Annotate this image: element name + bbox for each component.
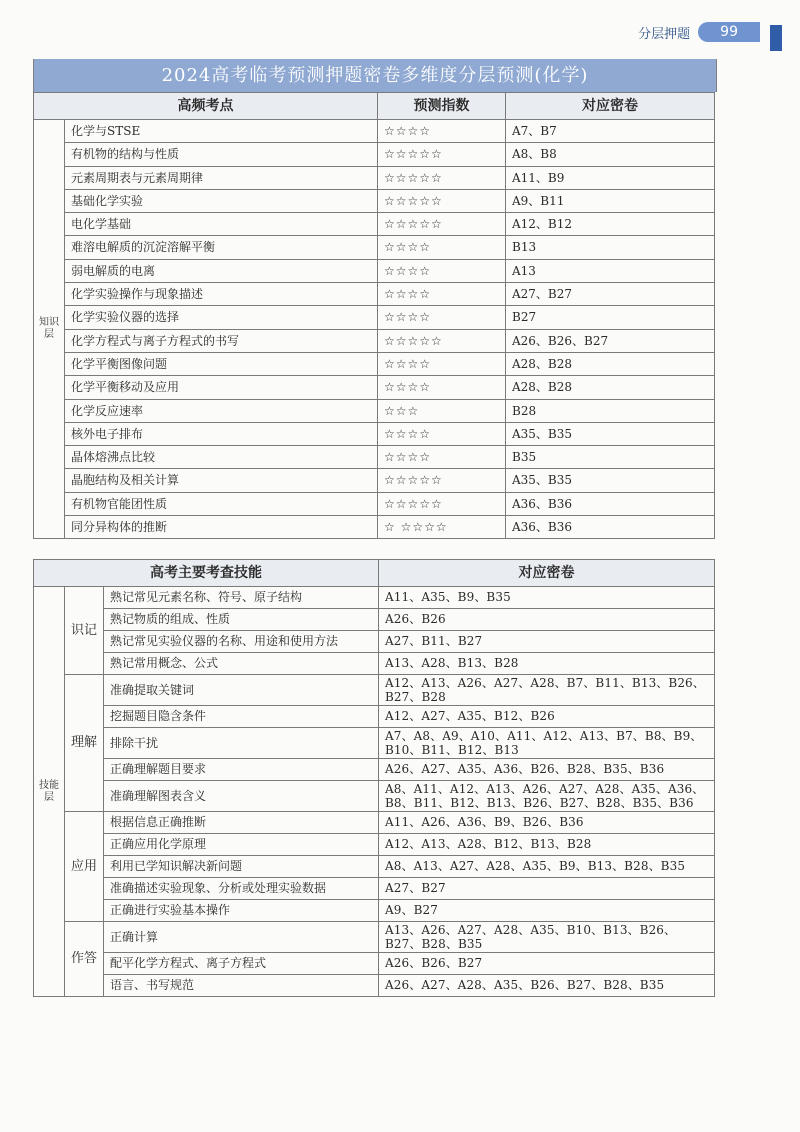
topic-cell: 有机物的结构与性质 xyxy=(65,143,378,166)
stars-cell: ☆☆☆☆ xyxy=(378,306,506,329)
stars-cell: ☆☆☆☆ xyxy=(378,422,506,445)
skill-cell: 挖掘题目隐含条件 xyxy=(104,706,379,728)
skill-row xyxy=(34,653,715,675)
topic-cell: 有机物官能团性质 xyxy=(65,492,378,515)
topic-cell: 电化学基础 xyxy=(65,213,378,236)
skill-cell: 根据信息正确推断 xyxy=(104,812,379,834)
topic-cell: 元素周期表与元素周期律 xyxy=(65,166,378,189)
stars-cell: ☆☆☆☆☆ xyxy=(378,189,506,212)
skill-row xyxy=(34,609,715,631)
skill-row xyxy=(34,900,715,922)
stars-cell: ☆☆☆☆ xyxy=(378,352,506,375)
skills-table xyxy=(33,559,715,997)
papers-cell: A28、B28 xyxy=(506,352,715,375)
papers-cell: A36、B36 xyxy=(506,516,715,539)
stars-cell: ☆☆☆☆ xyxy=(378,120,506,143)
header-tab-marker xyxy=(770,25,782,51)
skill-papers-cell: A11、A26、A36、B9、B26、B36 xyxy=(379,812,715,834)
skill-cell: 熟记常见元素名称、符号、原子结构 xyxy=(104,587,379,609)
skill-cell: 语言、书写规范 xyxy=(104,975,379,997)
knowledge-row xyxy=(34,143,715,166)
knowledge-row xyxy=(34,213,715,236)
papers-cell: B13 xyxy=(506,236,715,259)
knowledge-row xyxy=(34,469,715,492)
skill-row xyxy=(34,781,715,812)
skill-papers-cell: A26、A27、A28、A35、B26、B27、B28、B35 xyxy=(379,975,715,997)
skill-row xyxy=(34,728,715,759)
skill-cell: 准确理解图表含义 xyxy=(104,781,379,812)
skill-papers-cell: A26、B26、B27 xyxy=(379,953,715,975)
knowledge-row xyxy=(34,236,715,259)
skill-cell: 熟记常见实验仪器的名称、用途和使用方法 xyxy=(104,631,379,653)
skill-cell: 配平化学方程式、离子方程式 xyxy=(104,953,379,975)
papers-cell: A7、B7 xyxy=(506,120,715,143)
knowledge-row xyxy=(34,189,715,212)
stars-cell: ☆☆☆☆☆ xyxy=(378,213,506,236)
papers-cell: B35 xyxy=(506,446,715,469)
skill-cell: 排除干扰 xyxy=(104,728,379,759)
stars-cell: ☆☆☆☆ xyxy=(378,259,506,282)
knowledge-row xyxy=(34,422,715,445)
col-skill-header: 高考主要考查技能 xyxy=(34,560,379,587)
col-papers-header: 对应密卷 xyxy=(506,93,715,120)
knowledge-row xyxy=(34,399,715,422)
skill-papers-cell: A12、A27、A35、B12、B26 xyxy=(379,706,715,728)
stars-cell: ☆☆☆☆ xyxy=(378,283,506,306)
skill-group-label: 理解 xyxy=(65,675,104,812)
papers-cell: A35、B35 xyxy=(506,422,715,445)
topic-cell: 晶体熔沸点比较 xyxy=(65,446,378,469)
skill-cell: 熟记常用概念、公式 xyxy=(104,653,379,675)
skill-papers-cell: A7、A8、A9、A10、A11、A12、A13、B7、B8、B9、B10、B11、B12、B13 xyxy=(379,728,715,759)
knowledge-row xyxy=(34,329,715,352)
skill-cell: 熟记物质的组成、性质 xyxy=(104,609,379,631)
skill-row xyxy=(34,878,715,900)
col-index-header: 预测指数 xyxy=(378,93,506,120)
knowledge-row xyxy=(34,259,715,282)
col-skill-papers-header: 对应密卷 xyxy=(379,560,715,587)
topic-cell: 化学反应速率 xyxy=(65,399,378,422)
knowledge-row xyxy=(34,352,715,375)
skill-papers-cell: A9、B27 xyxy=(379,900,715,922)
skill-papers-cell: A27、B27 xyxy=(379,878,715,900)
stars-cell: ☆☆☆☆ xyxy=(378,446,506,469)
skill-group-label: 识记 xyxy=(65,587,104,675)
table-title: 2024高考临考预测押题密卷多维度分层预测(化学) xyxy=(33,59,717,92)
topic-cell: 化学平衡图像问题 xyxy=(65,352,378,375)
papers-cell: A11、B9 xyxy=(506,166,715,189)
skill-cell: 准确描述实验现象、分析或处理实验数据 xyxy=(104,878,379,900)
skill-row xyxy=(34,922,715,953)
page-header xyxy=(638,22,760,42)
skill-cell: 正确理解题目要求 xyxy=(104,759,379,781)
stars-cell: ☆☆☆☆☆ xyxy=(378,469,506,492)
knowledge-row xyxy=(34,492,715,515)
skills-header-row xyxy=(34,560,715,587)
knowledge-row xyxy=(34,516,715,539)
col-topic-header: 高频考点 xyxy=(34,93,378,120)
skill-row xyxy=(34,856,715,878)
skill-cell: 正确计算 xyxy=(104,922,379,953)
knowledge-row xyxy=(34,120,715,143)
skill-row xyxy=(34,706,715,728)
papers-cell: A12、B12 xyxy=(506,213,715,236)
topic-cell: 化学平衡移动及应用 xyxy=(65,376,378,399)
stars-cell: ☆☆☆☆ xyxy=(378,236,506,259)
papers-cell: A28、B28 xyxy=(506,376,715,399)
section-label: 分层押题 xyxy=(638,26,691,42)
papers-cell: A8、B8 xyxy=(506,143,715,166)
topic-cell: 基础化学实验 xyxy=(65,189,378,212)
stars-cell: ☆☆☆☆☆ xyxy=(378,143,506,166)
skill-row xyxy=(34,834,715,856)
skill-cell: 正确应用化学原理 xyxy=(104,834,379,856)
topic-cell: 核外电子排布 xyxy=(65,422,378,445)
skill-cell: 利用已学知识解决新问题 xyxy=(104,856,379,878)
knowledge-row xyxy=(34,446,715,469)
topic-cell: 难溶电解质的沉淀溶解平衡 xyxy=(65,236,378,259)
topic-cell: 化学与STSE xyxy=(65,120,378,143)
skill-papers-cell: A11、A35、B9、B35 xyxy=(379,587,715,609)
papers-cell: A36、B36 xyxy=(506,492,715,515)
knowledge-table xyxy=(33,92,715,539)
skill-row xyxy=(34,812,715,834)
skill-cell: 准确提取关键词 xyxy=(104,675,379,706)
skill-papers-cell: A26、A27、A35、A36、B26、B28、B35、B36 xyxy=(379,759,715,781)
papers-cell: A9、B11 xyxy=(506,189,715,212)
knowledge-row xyxy=(34,166,715,189)
papers-cell: B27 xyxy=(506,306,715,329)
skill-row xyxy=(34,953,715,975)
papers-cell: A35、B35 xyxy=(506,469,715,492)
skill-row xyxy=(34,975,715,997)
topic-cell: 弱电解质的电离 xyxy=(65,259,378,282)
papers-cell: B28 xyxy=(506,399,715,422)
skill-row xyxy=(34,675,715,706)
skill-row xyxy=(34,759,715,781)
topic-cell: 化学实验操作与现象描述 xyxy=(65,283,378,306)
topic-cell: 晶胞结构及相关计算 xyxy=(65,469,378,492)
stars-cell: ☆☆☆☆☆ xyxy=(378,166,506,189)
skill-papers-cell: A8、A13、A27、A28、A35、B9、B13、B28、B35 xyxy=(379,856,715,878)
topic-cell: 同分异构体的推断 xyxy=(65,516,378,539)
papers-cell: A27、B27 xyxy=(506,283,715,306)
skill-papers-cell: A13、A28、B13、B28 xyxy=(379,653,715,675)
papers-cell: A26、B26、B27 xyxy=(506,329,715,352)
skills-layer-label: 技能层 xyxy=(34,587,65,997)
stars-cell: ☆☆☆☆☆ xyxy=(378,329,506,352)
knowledge-header-row xyxy=(34,93,715,120)
skill-row xyxy=(34,631,715,653)
knowledge-layer-label: 知识层 xyxy=(34,120,65,539)
stars-cell: ☆☆☆ xyxy=(378,399,506,422)
page-number: 99 xyxy=(698,22,760,42)
topic-cell: 化学实验仪器的选择 xyxy=(65,306,378,329)
skill-cell: 正确进行实验基本操作 xyxy=(104,900,379,922)
skill-row xyxy=(34,587,715,609)
skill-papers-cell: A13、A26、A27、A28、A35、B10、B13、B26、B27、B28、B35 xyxy=(379,922,715,953)
skill-papers-cell: A26、B26 xyxy=(379,609,715,631)
topic-cell: 化学方程式与离子方程式的书写 xyxy=(65,329,378,352)
stars-cell: ☆☆☆☆ xyxy=(378,376,506,399)
papers-cell: A13 xyxy=(506,259,715,282)
skill-papers-cell: A8、A11、A12、A13、A26、A27、A28、A35、A36、B8、B11、B12、B13、B26、B27、B28、B35、B36 xyxy=(379,781,715,812)
stars-cell: ☆☆☆☆☆ xyxy=(378,492,506,515)
skill-papers-cell: A27、B11、B27 xyxy=(379,631,715,653)
skill-group-label: 作答 xyxy=(65,922,104,997)
knowledge-row xyxy=(34,376,715,399)
skill-papers-cell: A12、A13、A26、A27、A28、B7、B11、B13、B26、B27、B28 xyxy=(379,675,715,706)
knowledge-row xyxy=(34,283,715,306)
stars-cell: ☆ ☆☆☆☆ xyxy=(378,516,506,539)
skill-papers-cell: A12、A13、A28、B12、B13、B28 xyxy=(379,834,715,856)
knowledge-row xyxy=(34,306,715,329)
skill-group-label: 应用 xyxy=(65,812,104,922)
